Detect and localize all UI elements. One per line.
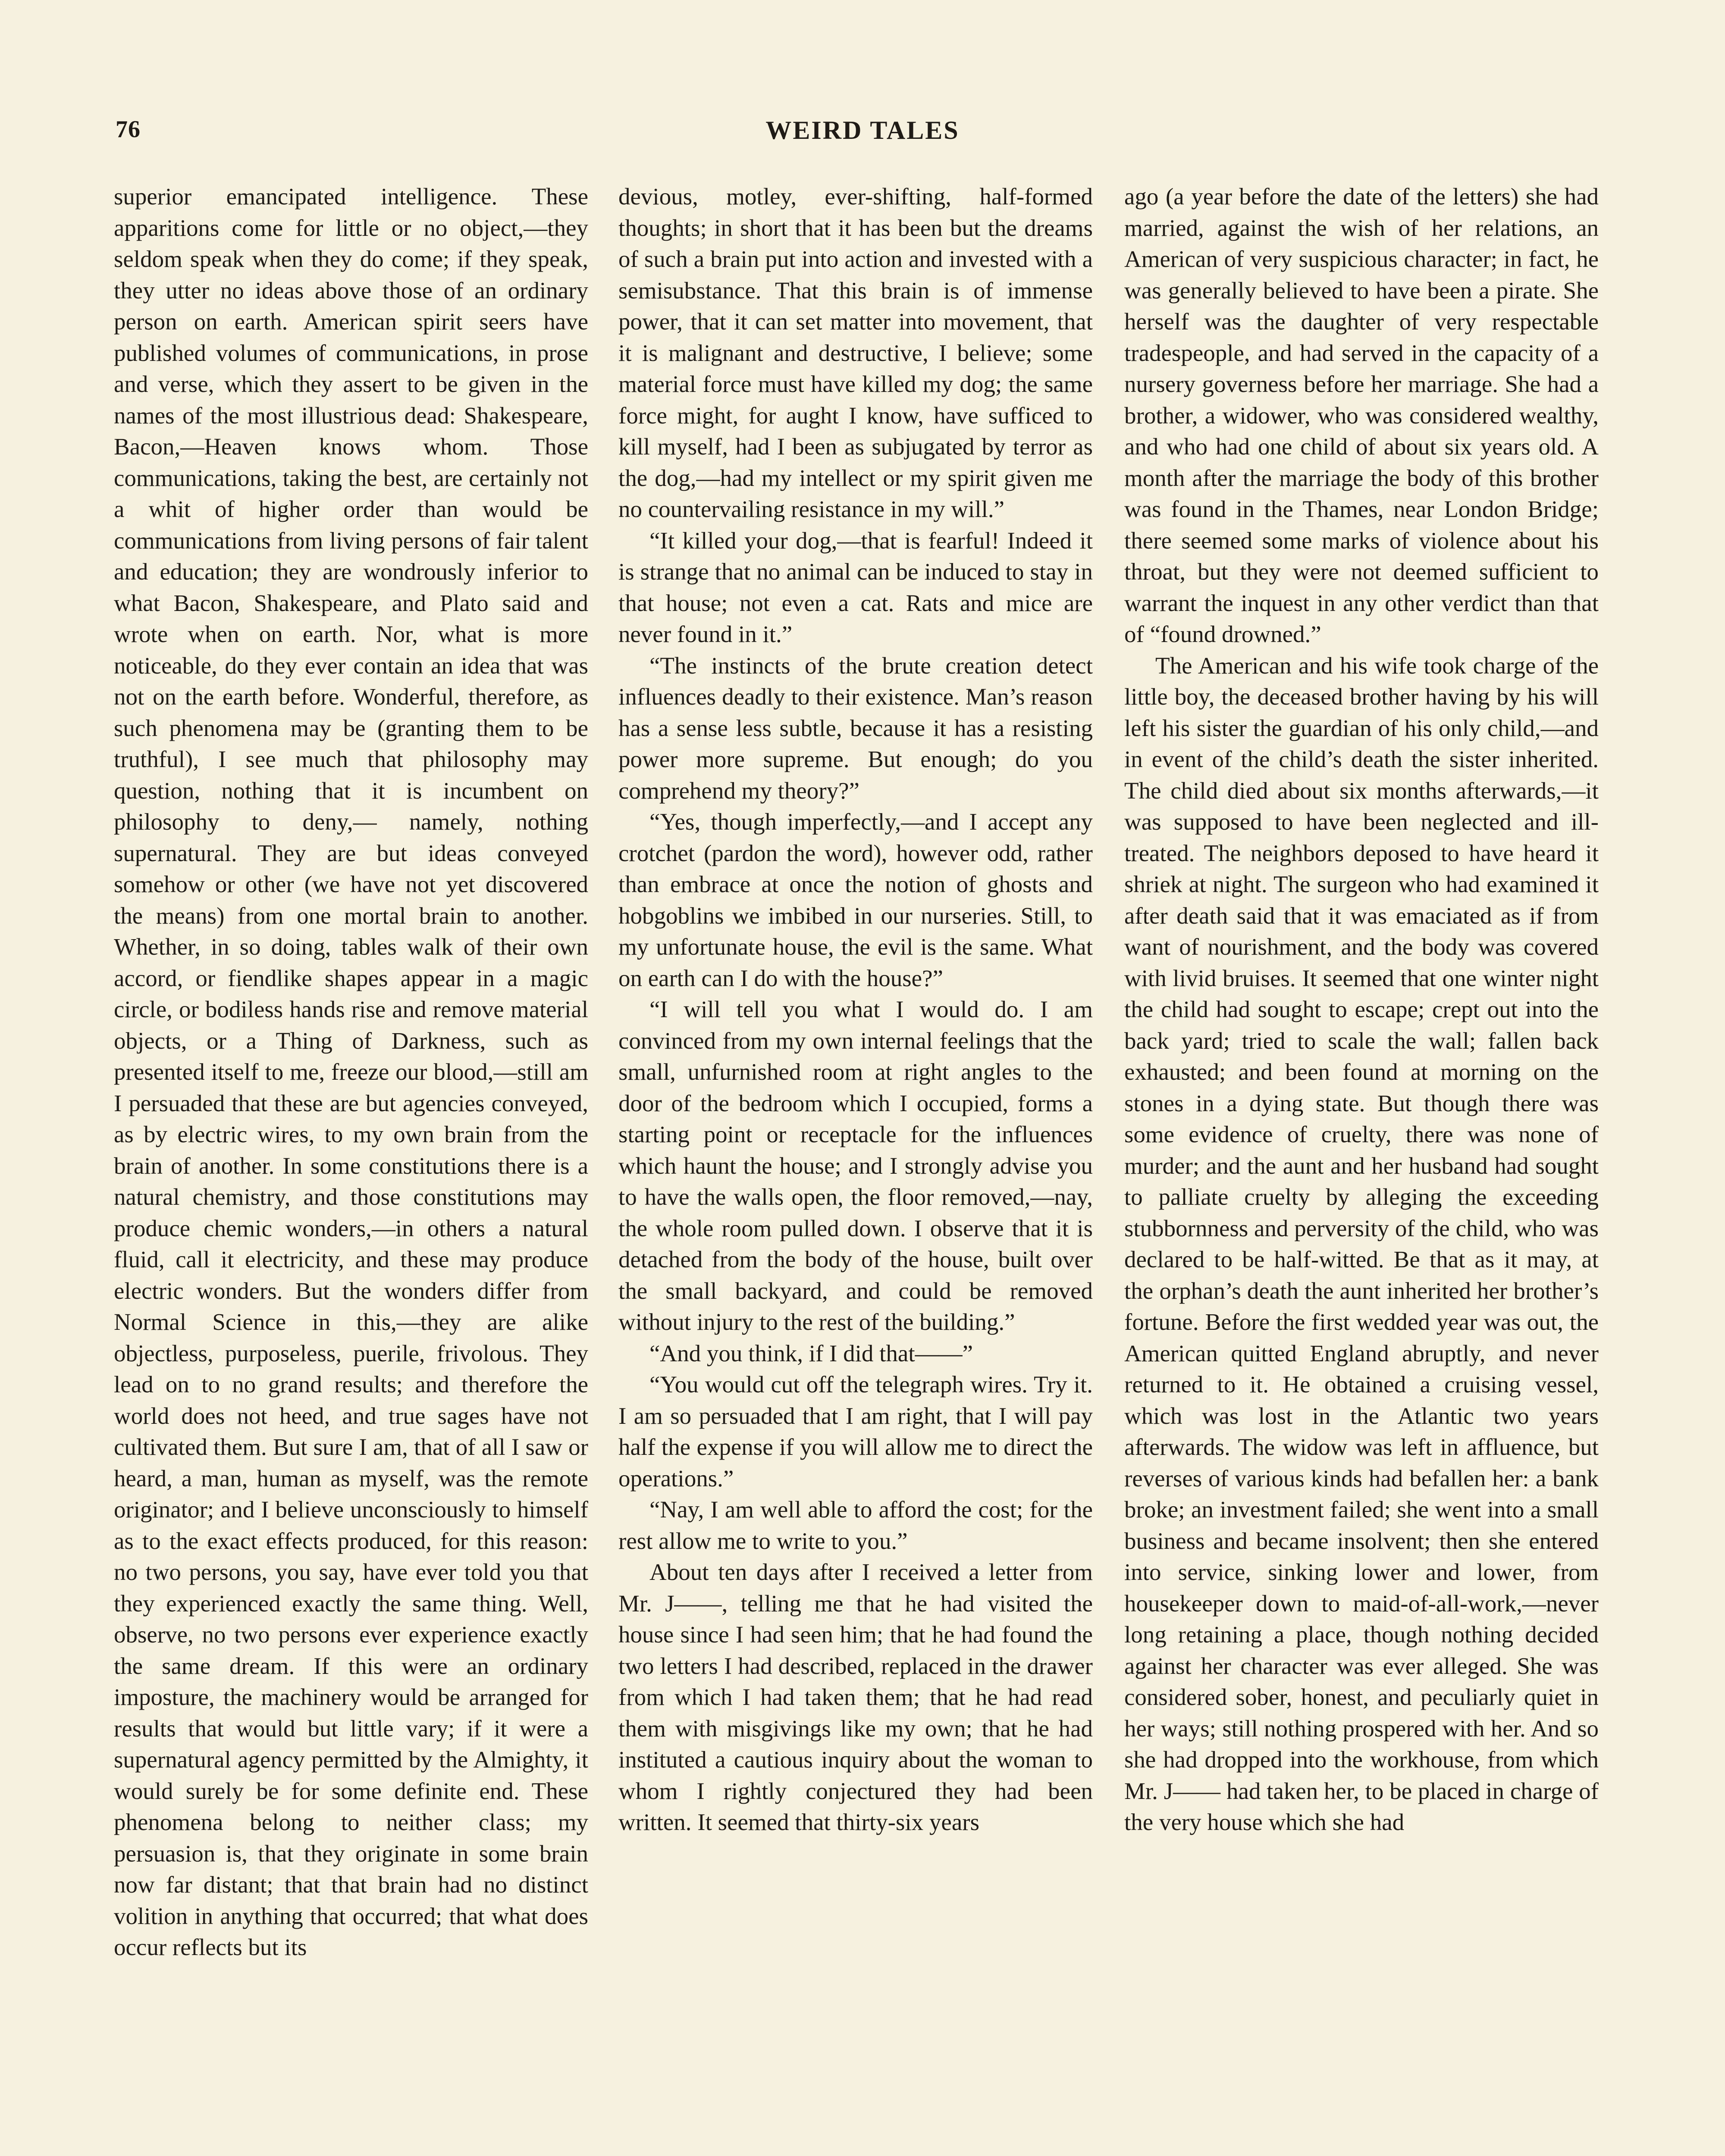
paragraph: “It killed your dog,—that is fearful! Indeed it is strange that no animal can be induced to stay in that house; not even a cat. Rats and mice are never found in it.” bbox=[618, 527, 1093, 647]
paragraph: “I will tell you what I would do. I am convinced from my own internal feelings that the small, unfurnished room at right angles to the door of the bedroom which I occupied, forms a starting point or receptacle for the influences which haunt the house; and I strongly advise you to have the walls open, the floor removed,—nay, the whole room pulled down. I observe that it is detached from the body of the house, built over the small backyard, and could be removed without injury to the rest of the building.” bbox=[618, 996, 1093, 1335]
text-column-1 bbox=[114, 181, 588, 2156]
paragraph: devious, motley, ever-shifting, half-formed thoughts; in short that it has been but the dreams of such a brain put into action and invested with a semisubstance. That this brain is of immense power, that it can set matter into movement, that it is malignant and destructive, I believe; some material force must have killed my dog; the same force might, for aught I know, have sufficed to kill myself, had I been as subjugated by terror as the dog,—had my intellect or my spirit given me no countervailing resistance in my will.” bbox=[618, 183, 1093, 522]
paragraph: The American and his wife took charge of the little boy, the deceased brother having by his will left his sister the guardian of his only child,—and in event of the child’s death the sister inherited. The child died about six months afterwards,—it was supposed to have been neglected and ill-treated. The neighbors deposed to have heard it shriek at night. The surgeon who had examined it after death said that it was emaciated as if from want of nourishment, and the body was covered with livid bruises. It seemed that one winter night the child had sought to escape; crept out into the back yard; tried to scale the wall; fallen back exhausted; and been found at morning on the stones in a dying state. But though there was some evidence of cruelty, there was none of murder; and the aunt and her husband had sought to palliate cruelty by alleging the exceeding stubbornness and perversity of the child, who was declared to be half-witted. Be that as it may, at the orphan’s death the aunt inherited her brother’s fortune. Before the first wedded year was out, the American quitted England abruptly, and never returned to it. He obtained a cruising vessel, which was lost in the Atlantic two years afterwards. The widow was left in affluence, but reverses of various kinds had befallen her: a bank broke; an investment failed; she went into a small business and became insolvent; then she entered into service, sinking lower and lower, from housekeeper down to maid-of-all-work,—never long retaining a place, though nothing decided against her character was ever alleged. She was considered sober, honest, and peculiarly quiet in her ways; still nothing prospered with her. And so she had dropped into the workhouse, from which Mr. J—— had taken her, to be placed in charge of the very house which she had bbox=[1124, 652, 1599, 1835]
paragraph: “The instincts of the brute creation detect influences deadly to their existence. Man’s reason has a sense less subtle, because it has a resisting power more supreme. But enough; do you comprehend my theory?” bbox=[618, 652, 1093, 804]
paragraph: superior emancipated intelligence. These apparitions come for little or no object,—they seldom speak when they do come; if they speak, they utter no ideas above those of an ordinary person on earth. American spirit seers have published volumes of communications, in prose and verse, which they assert to be given in the names of the most illustrious dead: Shakespeare, Bacon,—Heaven knows whom. Those communications, taking the best, are certainly not a whit of higher order than would be communications from living persons of fair talent and education; they are wondrously inferior to what Bacon, Shakespeare, and Plato said and wrote when on earth. Nor, what is more noticeable, do they ever contain an idea that was not on the earth before. Wonderful, therefore, as such phenomena may be (granting them to be truthful), I see much that philosophy may question, nothing that it is incumbent on philosophy to deny,— namely, nothing supernatural. They are but ideas conveyed somehow or other (we have not yet discovered the means) from one mortal brain to another. Whether, in so doing, tables walk of their own accord, or fiendlike shapes appear in a magic circle, or bodiless hands rise and remove material objects, or a Thing of Darkness, such as presented itself to me, freeze our blood,—still am I persuaded that these are but agencies conveyed, as by electric wires, to my own brain from the brain of another. In some constitutions there is a natural chemistry, and those constitutions may produce chemic wonders,—in others a natural fluid, call it electricity, and these may produce electric wonders. But the wonders differ from Normal Science in this,—they are alike objectless, purposeless, puerile, frivolous. They lead on to no grand results; and therefore the world does not heed, and true sages have not cultivated them. But sure I am, that of all I saw or heard, a man, human as myself, was the remote originator; and I believe unconsciously to himself as to the exact effects produced, for this reason: no two persons, you say, have ever told you that they experienced exactly the same thing. Well, observe, no two persons ever experience exactly the same dream. If this were an ordinary imposture, the machinery would be arranged for results that would but little vary; if it were a supernatural agency permitted by the Almighty, it would surely be for some definite end. These phenomena belong to neither class; my persuasion is, that they originate in some brain now far distant; that that brain had no distinct volition in anything that occurred; that what does occur reflects but its bbox=[114, 183, 588, 1960]
text-column-2 bbox=[618, 181, 1093, 2156]
paragraph: “Nay, I am well able to afford the cost; for the rest allow me to write to you.” bbox=[618, 1496, 1093, 1554]
paragraph: “And you think, if I did that——” bbox=[649, 1340, 973, 1366]
paragraph: About ten days after I received a letter from Mr. J——, telling me that he had visited the house since I had seen him; that he had found the two letters I had described, replaced in the drawer from which I had taken them; that he had read them with misgivings like my own; that he had instituted a cautious inquiry about the woman to whom I rightly conjectured they had been written. It seemed that thirty-six years bbox=[618, 1559, 1093, 1835]
running-head-title: WEIRD TALES bbox=[765, 116, 960, 144]
page-number: 76 bbox=[116, 116, 141, 143]
text-column-3 bbox=[1124, 181, 1599, 2156]
paragraph: “You would cut off the telegraph wires. Try it. I am so persuaded that I am right, that I will pay half the expense if you will allow me to direct the operations.” bbox=[618, 1371, 1093, 1492]
paragraph: ago (a year before the date of the letters) she had married, against the wish of her relations, an American of very suspicious character; in fact, he was generally believed to have been a pirate. She herself was the daughter of very respectable tradespeople, and had served in the capacity of a nursery governess before her marriage. She had a brother, a widower, who was considered wealthy, and who had one child of about six years old. A month after the marriage the body of this brother was found in the Thames, near London Bridge; there seemed some marks of violence about his throat, but they were not deemed sufficient to warrant the inquest in any other verdict than that of “found drowned.” bbox=[1124, 183, 1599, 647]
paragraph: “Yes, though imperfectly,—and I accept any crotchet (pardon the word), however odd, rather than embrace at once the notion of ghosts and hobgoblins we imbibed in our nurseries. Still, to my unfortunate house, the evil is the same. What on earth can I do with the house?” bbox=[618, 808, 1093, 991]
